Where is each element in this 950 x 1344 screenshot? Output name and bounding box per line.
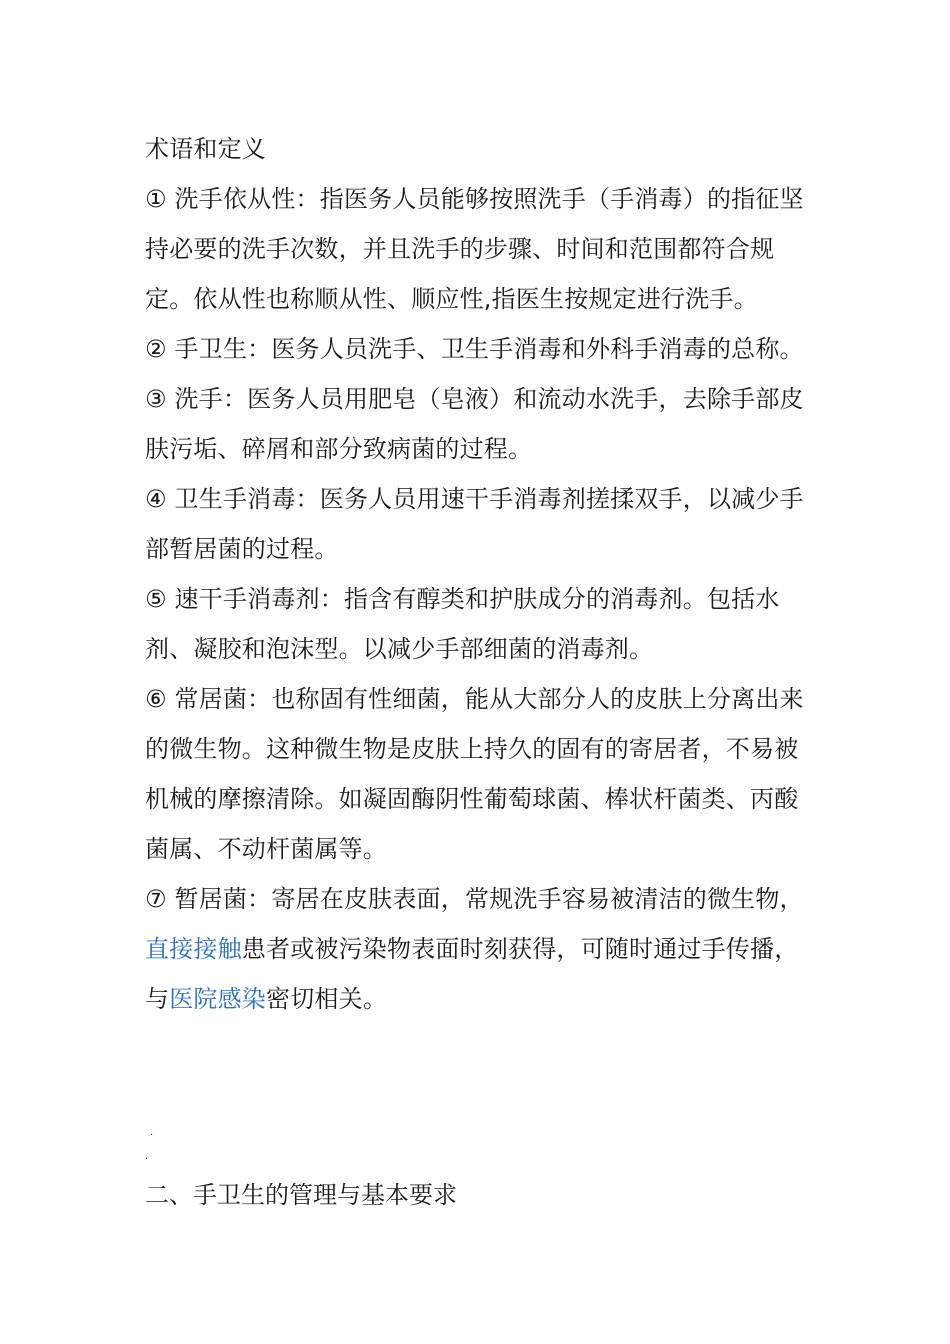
item-7-text-before: ⑦ 暂居菌：寄居在皮肤表面，常规洗手容易被清洁的微生物， [145, 885, 804, 913]
definition-item-6: ⑥ 常居菌：也称固有性细菌，能从大部分人的皮肤上分离出来的微生物。这种微生物是皮肤上持久的固有的寄居者，不易被机械的摩擦清除。如凝固酶阴性葡萄球菌、棒状杆菌类、丙酸菌属、不动杆菌属等。 [145, 685, 804, 863]
definition-item-2: ② 手卫生：医务人员洗手、卫生手消毒和外科手消毒的总称。 [145, 335, 804, 363]
document-body [145, 124, 815, 1024]
link-direct-contact[interactable]: 直接接触 [145, 935, 242, 963]
page-dot-mark: . [150, 1127, 154, 1138]
definition-item-1: ① 洗手依从性：指医务人员能够按照洗手（手消毒）的指征坚持必要的洗手次数，并且洗手的步骤、时间和范围都符合规定。依从性也称顺从性、顺应性,指医生按规定进行洗手。 [145, 185, 804, 313]
link-hospital-infection[interactable]: 医院感染 [169, 985, 267, 1013]
definition-item-3: ③ 洗手：医务人员用肥皂（皂液）和流动水洗手，去除手部皮肤污垢、碎屑和部分致病菌的过程。 [145, 385, 804, 463]
section-heading-2: 二、手卫生的管理与基本要求 [145, 1181, 457, 1209]
item-7-text-middle: 患者或被污染物表面时刻获得，可随时通过手传播，与 [145, 935, 799, 1013]
definition-item-5: ⑤ 速干手消毒剂：指含有醇类和护肤成分的消毒剂。包括水剂、凝胶和泡沫型。以减少手部细菌的消毒剂。 [145, 585, 780, 663]
definition-item-7 [145, 874, 815, 1024]
item-7-text-after: 密切相关。 [266, 985, 388, 1013]
page-dot-mark-2: . [145, 1151, 149, 1162]
section-title: 术语和定义 [145, 135, 266, 163]
definition-item-4: ④ 卫生手消毒：医务人员用速干手消毒剂搓揉双手，以减少手部暂居菌的过程。 [145, 485, 804, 563]
